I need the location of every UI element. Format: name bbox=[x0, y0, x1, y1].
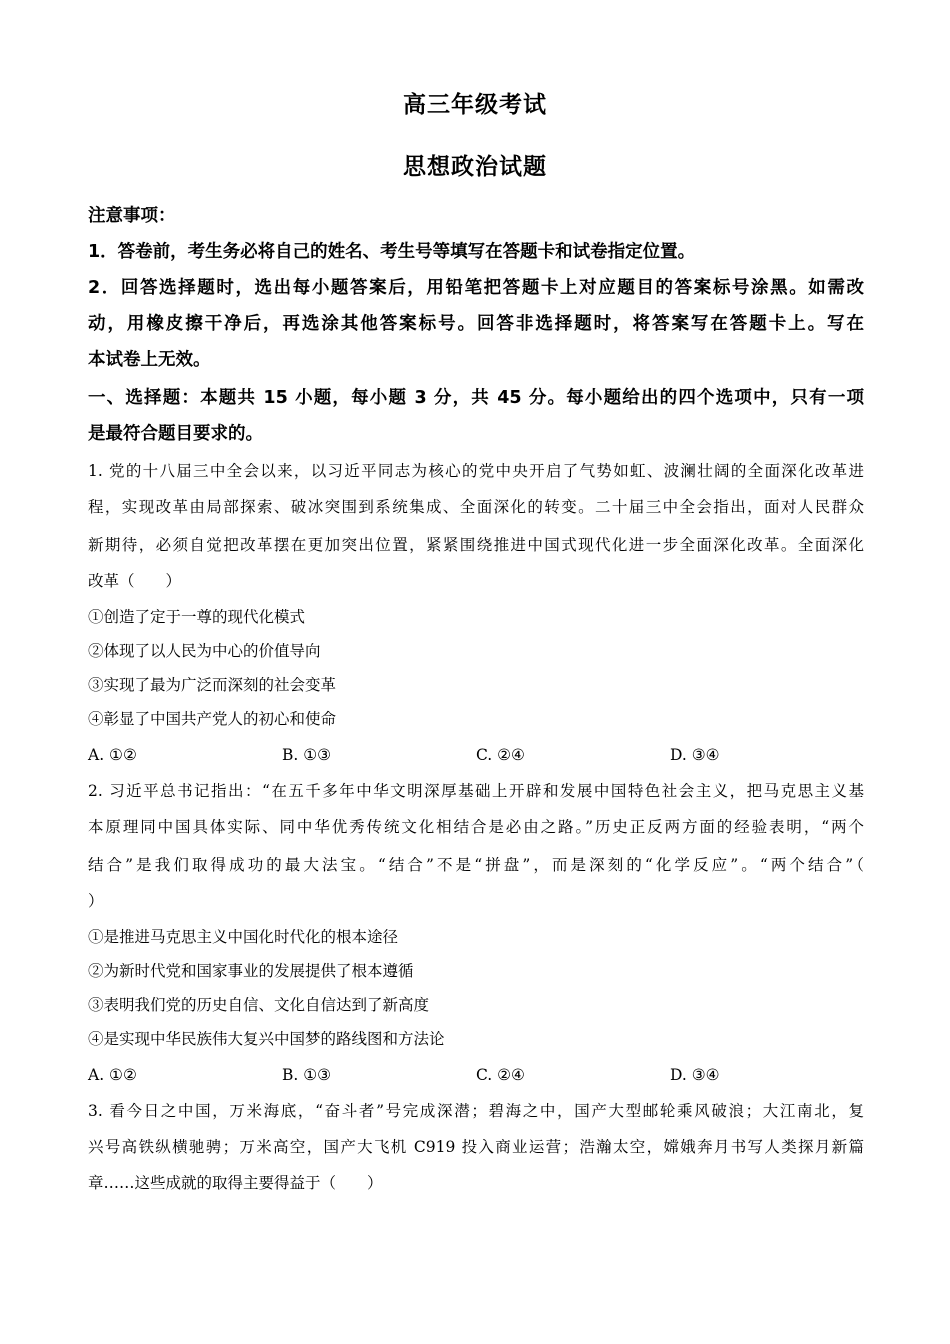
notice-item-2-line-2: 动，用橡皮擦干净后，再选涂其他答案标号。回答非选择题时，将答案写在答题卡上。写在 bbox=[88, 314, 864, 334]
q2-option-c: C. ②④ bbox=[476, 1066, 525, 1084]
q1-option-a: A. ①② bbox=[88, 746, 137, 764]
q1-stem-line-2: 程，实现改革由局部探索、破冰突围到系统集成、全面深化的转变。二十届三中全会指出，面对人民群众 bbox=[88, 498, 864, 516]
notice-item-2-line-3: 本试卷上无效。 bbox=[88, 350, 211, 370]
q1-option-d: D. ③④ bbox=[670, 746, 720, 764]
q1-statement-4: ④彰显了中国共产党人的初心和使命 bbox=[88, 710, 337, 728]
q1-stem-line-3: 新期待，必须自觉把改革摆在更加突出位置，紧紧围绕推进中国式现代化进一步全面深化改革。全面深化 bbox=[88, 536, 864, 554]
q2-stem-line-2: 本原理同中国具体实际、同中华优秀传统文化相结合是必由之路。”历史正反两方面的经验表明，“两个 bbox=[88, 818, 864, 836]
section-heading-line-1: 一、选择题：本题共 15 小题，每小题 3 分，共 45 分。每小题给出的四个选项中，只有一项 bbox=[88, 388, 864, 408]
q2-option-b: B. ①③ bbox=[282, 1066, 332, 1084]
q3-stem-line-3: 章……这些成就的取得主要得益于（ ） bbox=[88, 1174, 383, 1192]
q1-stem-line-1: 1. 党的十八届三中全会以来，以习近平同志为核心的党中央开启了气势如虹、波澜壮阔的全面深化改革进 bbox=[88, 462, 864, 480]
q1-option-b: B. ①③ bbox=[282, 746, 332, 764]
q2-statement-2: ②为新时代党和国家事业的发展提供了根本遵循 bbox=[88, 962, 414, 980]
exam-title: 高三年级考试 bbox=[403, 92, 547, 118]
q2-statement-3: ③表明我们党的历史自信、文化自信达到了新高度 bbox=[88, 996, 430, 1014]
q2-option-a: A. ①② bbox=[88, 1066, 137, 1084]
q2-statement-1: ①是推进马克思主义中国化时代化的根本途径 bbox=[88, 928, 399, 946]
q2-statement-4: ④是实现中华民族伟大复兴中国梦的路线图和方法论 bbox=[88, 1030, 445, 1048]
q1-stem-line-4: 改革（ ） bbox=[88, 572, 182, 590]
q2-stem-line-4: ） bbox=[88, 892, 104, 910]
notice-item-2-line-1: 2．回答选择题时，选出每小题答案后，用铅笔把答题卡上对应题目的答案标号涂黑。如需改 bbox=[88, 278, 864, 298]
notice-heading: 注意事项： bbox=[88, 206, 176, 226]
q2-stem-line-3: 结合”是我们取得成功的最大法宝。“结合”不是“拼盘”，而是深刻的“化学反应”。“两个结合”（ bbox=[88, 856, 864, 874]
q1-statement-2: ②体现了以人民为中心的价值导向 bbox=[88, 642, 321, 660]
q2-stem-line-1: 2. 习近平总书记指出：“在五千多年中华文明深厚基础上开辟和发展中国特色社会主义，把马克思主义基 bbox=[88, 782, 864, 800]
exam-subject-title: 思想政治试题 bbox=[403, 154, 547, 180]
q3-stem-line-2: 兴号高铁纵横驰骋；万米高空，国产大飞机 C919 投入商业运营；浩瀚太空，嫦娥奔月书写人类探月新篇 bbox=[88, 1138, 864, 1156]
q1-option-c: C. ②④ bbox=[476, 746, 525, 764]
q1-statement-3: ③实现了最为广泛而深刻的社会变革 bbox=[88, 676, 337, 694]
q3-stem-line-1: 3. 看今日之中国，万米海底，“奋斗者”号完成深潜；碧海之中，国产大型邮轮乘风破浪；大江南北，复 bbox=[88, 1102, 864, 1120]
q1-statement-1: ①创造了定于一尊的现代化模式 bbox=[88, 608, 306, 626]
notice-item-1: 1．答卷前，考生务必将自己的姓名、考生号等填写在答题卡和试卷指定位置。 bbox=[88, 242, 696, 262]
section-heading-line-2: 是最符合题目要求的。 bbox=[88, 424, 263, 444]
q2-option-d: D. ③④ bbox=[670, 1066, 720, 1084]
